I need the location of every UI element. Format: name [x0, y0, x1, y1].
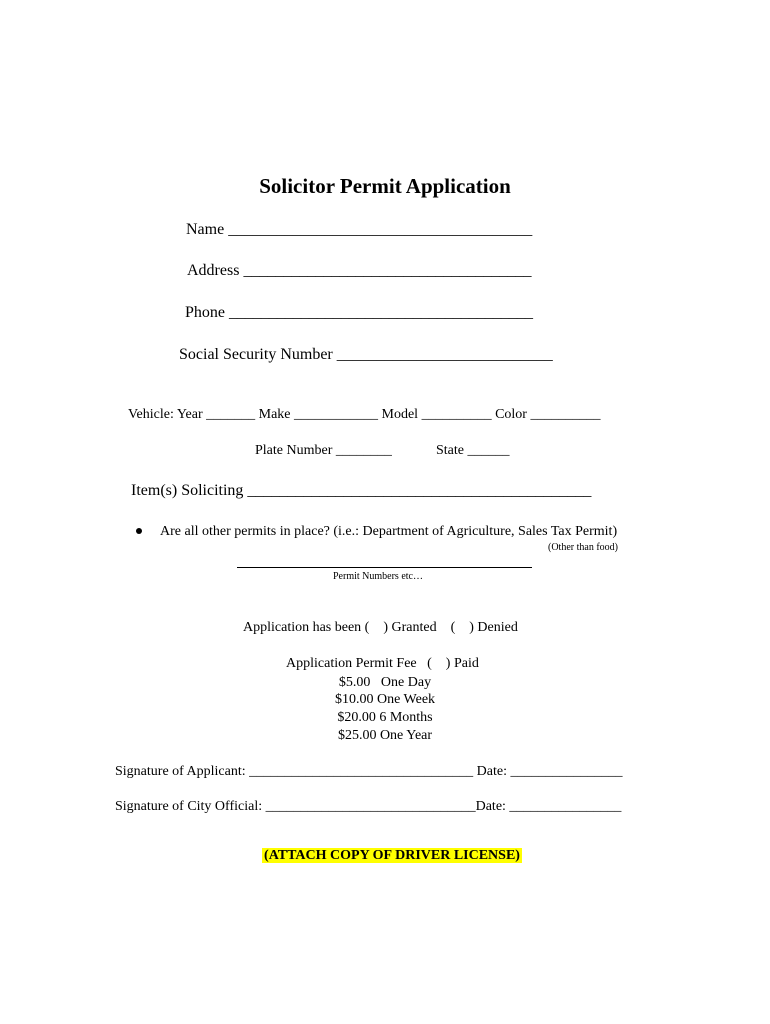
official-signature-line[interactable]: Signature of City Official: ______________________________Date: ________________ — [115, 799, 622, 814]
name-field[interactable]: Name ______________________________________ — [186, 221, 533, 238]
fee-option: $25.00 One Year — [337, 728, 433, 743]
attach-license-text: (ATTACH COPY OF DRIVER LICENSE) — [264, 848, 520, 863]
items-soliciting-field[interactable]: Item(s) Soliciting ___________________________________________ — [131, 482, 592, 499]
permit-numbers-line[interactable] — [237, 567, 532, 568]
fee-option: $10.00 One Week — [334, 692, 436, 707]
application-status[interactable]: Application has been ( ) Granted ( ) Denied — [243, 620, 518, 635]
state-field[interactable]: State ______ — [436, 443, 510, 458]
ssn-field[interactable]: Social Security Number ___________________________ — [179, 346, 553, 363]
bullet — [136, 528, 142, 534]
fee-option: $20.00 6 Months — [337, 710, 433, 725]
fee-option: $5.00 One Day — [338, 675, 432, 690]
permits-note: (Other than food) — [548, 542, 618, 553]
attach-license-note — [0, 835, 770, 877]
address-field[interactable]: Address ____________________________________ — [187, 262, 532, 279]
permit-numbers-label: Permit Numbers etc… — [333, 571, 423, 582]
phone-field[interactable]: Phone ______________________________________ — [185, 304, 533, 321]
plate-number-field[interactable]: Plate Number ________ — [255, 443, 392, 458]
page-title: Solicitor Permit Application — [259, 174, 511, 198]
fee-heading[interactable]: Application Permit Fee ( ) Paid — [286, 656, 479, 671]
permits-question: Are all other permits in place? (i.e.: Department of Agriculture, Sales Tax Permit) — [160, 524, 618, 539]
applicant-signature-line[interactable]: Signature of Applicant: ________________________________ Date: ________________ — [115, 764, 623, 779]
vehicle-line[interactable]: Vehicle: Year _______ Make ____________ Model __________ Color __________ — [128, 407, 601, 422]
